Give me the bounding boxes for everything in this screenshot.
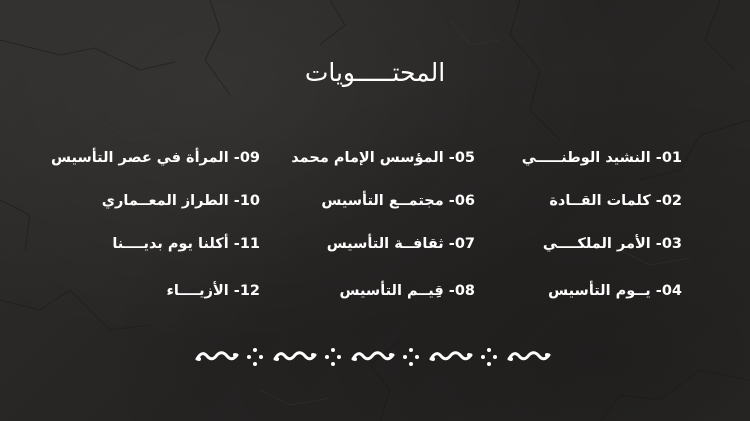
toc-item	[452, 150, 682, 166]
toc-label: يــوم التأسيس	[548, 283, 651, 299]
toc-item	[30, 236, 260, 252]
toc-label: النشيد الوطنـــــي	[521, 150, 651, 166]
toc-label: الطراز المعــماري	[101, 193, 229, 209]
toc-number: 12-	[233, 283, 260, 299]
toc-item	[452, 283, 682, 299]
toc-item	[245, 193, 475, 209]
toc-label: الأمر الملكــــي	[542, 236, 651, 252]
toc-item	[452, 193, 682, 209]
toc-number: 04-	[655, 283, 682, 299]
decorative-border-icon	[195, 344, 555, 370]
toc-label: المرأة في عصر التأسيس	[51, 150, 229, 166]
toc-item	[245, 150, 475, 166]
toc-label: مجتمــع التأسيس	[321, 193, 444, 209]
toc-number: 10-	[233, 193, 260, 209]
toc-number: 02-	[655, 193, 682, 209]
toc-label: أكلنا يوم بديــــنا	[112, 236, 229, 252]
toc-number: 11-	[233, 236, 260, 252]
toc-label: المؤسس الإمام محمد	[291, 150, 444, 166]
toc-item	[245, 283, 475, 299]
toc-label: الأزيــــاء	[166, 283, 229, 299]
toc-label: قِيــم التأسيس	[339, 283, 444, 299]
toc-label: ثقافــة التأسيس	[326, 236, 444, 252]
toc-item	[30, 193, 260, 209]
toc-item	[245, 236, 475, 252]
toc-number: 01-	[655, 150, 682, 166]
toc-number: 08-	[448, 283, 475, 299]
toc-number: 09-	[233, 150, 260, 166]
toc-number: 03-	[655, 236, 682, 252]
toc-item	[30, 150, 260, 166]
toc-item	[30, 283, 260, 299]
toc-number: 06-	[448, 193, 475, 209]
page-title: المحتـــــويات	[304, 58, 446, 87]
toc-item	[452, 236, 682, 252]
toc-number: 05-	[448, 150, 475, 166]
toc-number: 07-	[448, 236, 475, 252]
toc-label: كلمات القــادة	[549, 193, 651, 209]
